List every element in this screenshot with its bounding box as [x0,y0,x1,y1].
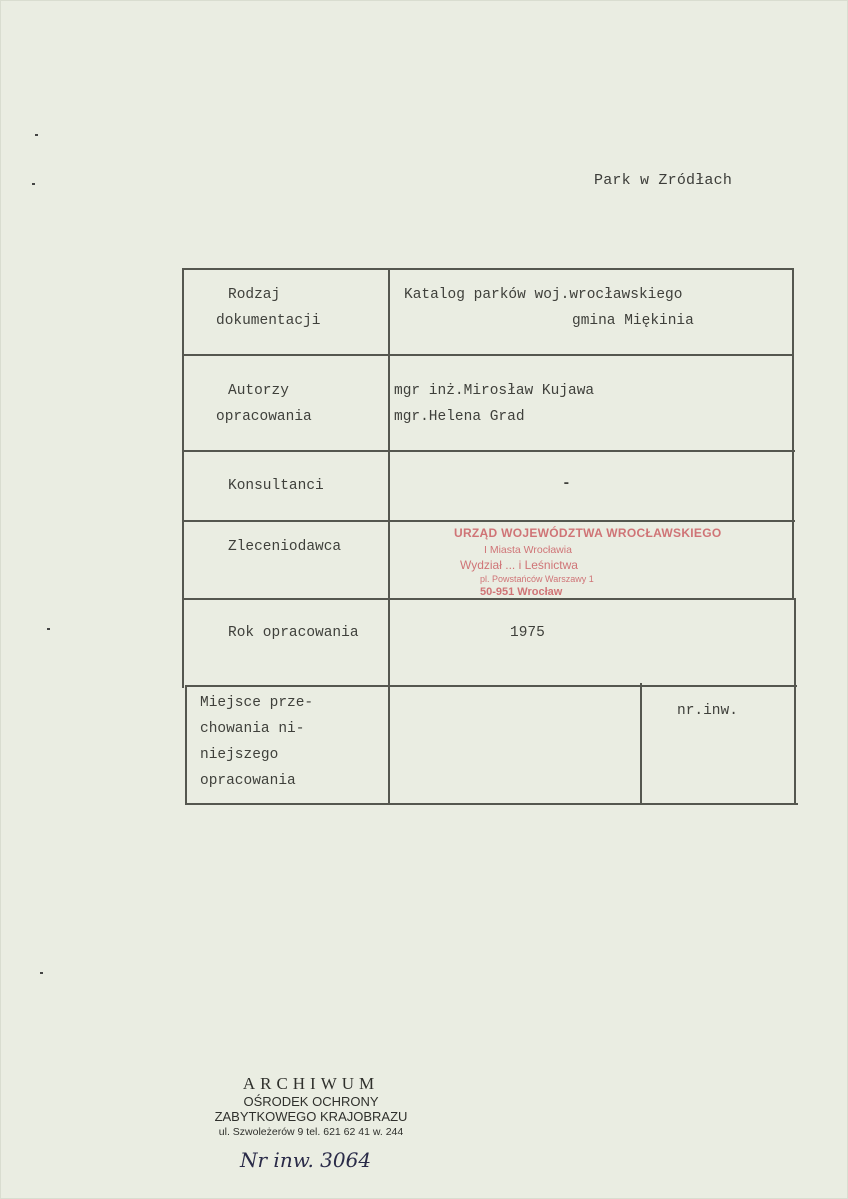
row-divider [184,450,795,452]
table-border-right [792,268,794,598]
table-border-right [794,598,796,805]
margin-mark [47,628,50,630]
margin-mark [40,972,43,974]
label-authors-2: opracowania [216,409,312,425]
table-border-bottom [186,803,798,805]
stamp-line-5: 50-951 Wrocław [480,586,563,598]
handwritten-inventory-note: Nr inw. 3064 [240,1148,372,1172]
row-divider [184,520,795,522]
archive-line-2: ZABYTKOWEGO KRAJOBRAZU [214,1109,408,1124]
label-document-type-1: Rodzaj [228,287,281,303]
margin-mark [35,134,38,136]
label-authors-1: Autorzy [228,383,289,399]
stamp-line-2: I Miasta Wrocławia [484,544,572,556]
archive-address: ul. Szwoleżerów 9 tel. 621 62 41 w. 244 [218,1126,404,1138]
row-divider [182,354,794,356]
label-storage-4: opracowania [200,773,296,789]
archive-title: ARCHIWUM [242,1074,380,1093]
label-document-type-2: dokumentacji [216,313,321,329]
park-title: Park w Zródłach [594,172,733,189]
archive-stamp [196,1074,426,1138]
row-divider [185,685,797,687]
value-author-2: mgr.Helena Grad [394,409,525,425]
label-storage-3: niejszego [200,747,279,763]
archive-line-1: OŚRODEK OCHRONY [243,1094,379,1109]
label-commissioner: Zleceniodawca [228,539,342,555]
stamp-line-3: Wydział ... i Leśnictwa [460,558,578,572]
stamp-line-4: pl. Powstańców Warszawy 1 [480,574,594,584]
label-year: Rok opracowania [228,625,359,641]
office-stamp [440,524,722,604]
value-consultants: - [562,476,571,492]
column-divider [388,268,390,805]
label-storage-1: Miejsce prze- [200,695,314,711]
value-document-type-2: gmina Miękinia [572,313,694,329]
value-year: 1975 [510,625,545,641]
table-border-top [182,268,794,270]
margin-mark [32,183,35,185]
stamp-line-1: URZĄD WOJEWÓDZTWA WROCŁAWSKIEGO [454,526,722,540]
value-document-type-1: Katalog parków woj.wrocławskiego [404,287,683,303]
value-author-1: mgr inż.Mirosław Kujawa [394,383,595,399]
label-storage-2: chowania ni- [200,721,305,737]
column-divider [640,683,642,805]
table-border-left [185,685,187,805]
table-border-left [182,268,184,688]
label-consultants: Konsultanci [228,478,324,494]
inventory-number-label: nr.inw. [677,703,738,719]
